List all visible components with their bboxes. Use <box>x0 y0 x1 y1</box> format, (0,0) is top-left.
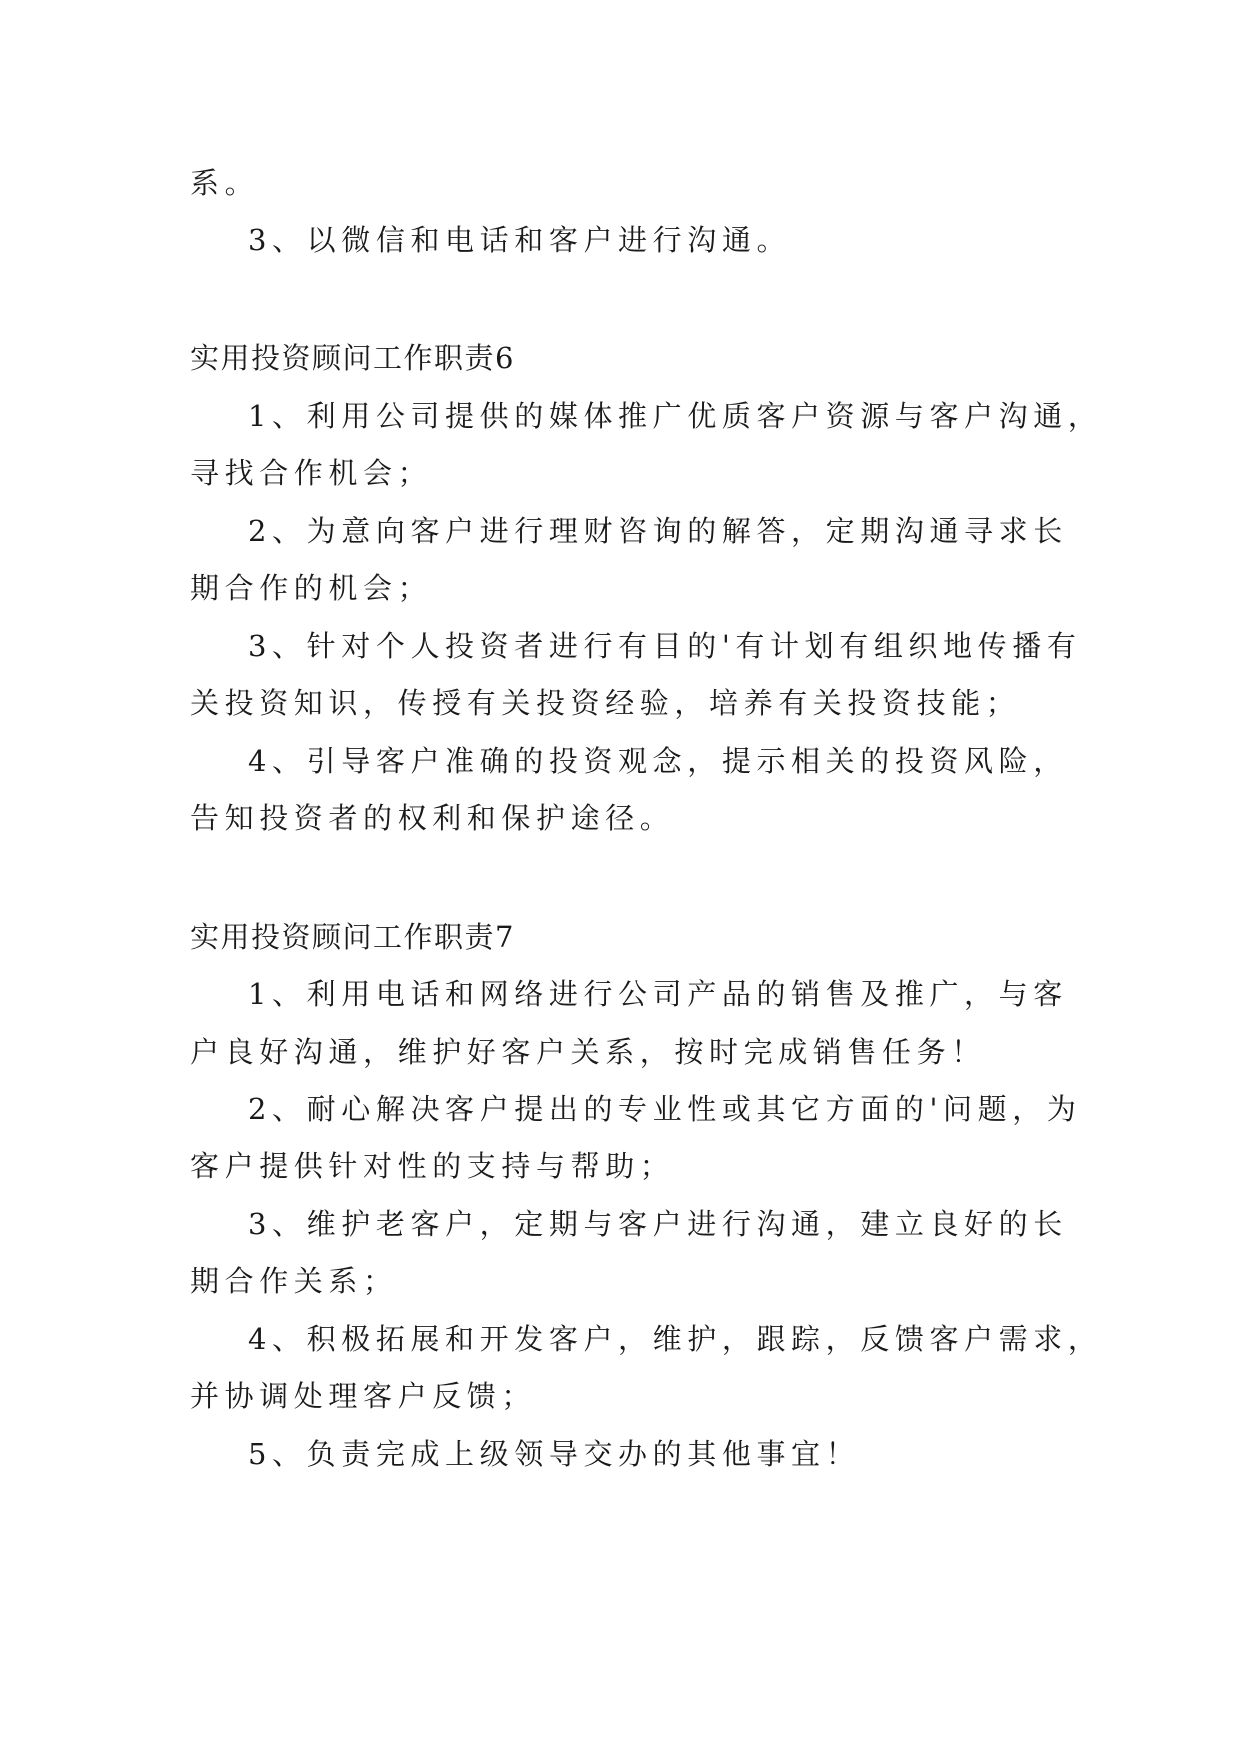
list-item-continuation: 并协调处理客户反馈； <box>190 1379 537 1413</box>
list-item-continuation: 寻找合作机会； <box>190 456 433 490</box>
section-7-title: 实用投资顾问工作职责7 <box>190 920 515 954</box>
list-item-continuation: 期合作关系； <box>190 1264 398 1298</box>
list-item: 5、负责完成上级领导交办的其他事宜！ <box>248 1437 861 1471</box>
list-item: 2、耐心解决客户提出的专业性或其它方面的'问题，为 <box>248 1092 1082 1126</box>
list-item: 3、维护老客户，定期与客户进行沟通，建立良好的长 <box>248 1207 1068 1241</box>
list-item: 3、以微信和电话和客户进行沟通。 <box>248 223 792 257</box>
list-item-continuation: 户良好沟通，维护好客户关系，按时完成销售任务！ <box>190 1035 986 1069</box>
list-item: 1、利用公司提供的媒体推广优质客户资源与客户沟通， <box>248 399 1103 433</box>
list-item: 4、引导客户准确的投资观念，提示相关的投资风险， <box>248 744 1068 778</box>
continuation-text: 系。 <box>190 166 260 200</box>
list-item: 1、利用电话和网络进行公司产品的销售及推广，与客 <box>248 977 1068 1011</box>
list-item-continuation: 期合作的机会； <box>190 571 433 605</box>
list-item: 4、积极拓展和开发客户，维护，跟踪，反馈客户需求， <box>248 1322 1103 1356</box>
list-item: 3、针对个人投资者进行有目的'有计划有组织地传播有 <box>248 629 1082 663</box>
list-item-continuation: 客户提供针对性的支持与帮助； <box>190 1149 675 1183</box>
list-item-continuation: 关投资知识，传授有关投资经验，培养有关投资技能； <box>190 686 1021 720</box>
list-item-continuation: 告知投资者的权利和保护途径。 <box>190 801 675 835</box>
section-6-title: 实用投资顾问工作职责6 <box>190 341 515 375</box>
list-item: 2、为意向客户进行理财咨询的解答，定期沟通寻求长 <box>248 514 1068 548</box>
